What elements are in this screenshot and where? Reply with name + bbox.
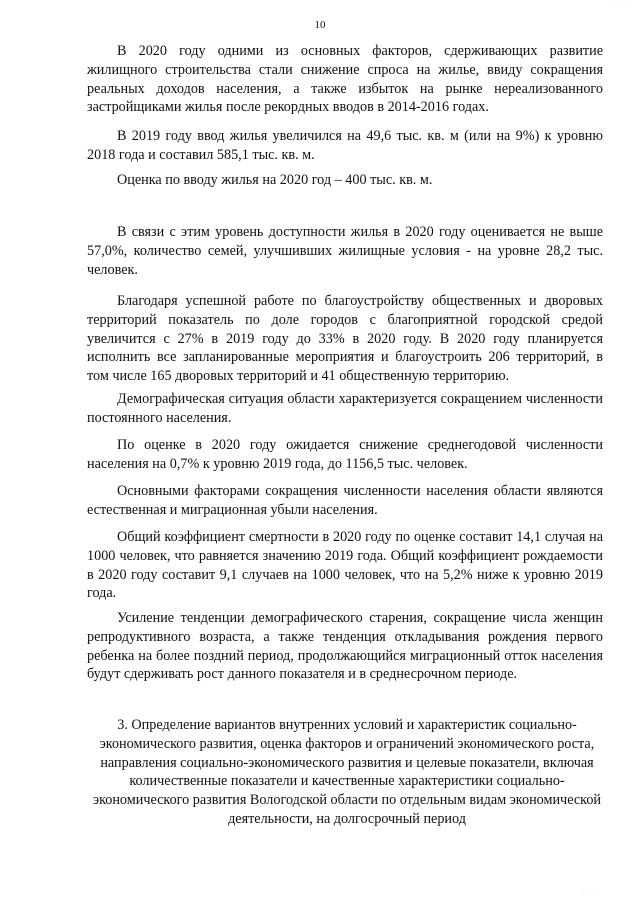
paragraph-demographic-aging: Усиление тенденции демографического старения, сокращение числа женщин репродуктивного возраста, а также тенденция откладывания рождения первого ребенка на более поздний период, продолжающийся миграционный отток населения будут сдерживать рост данного показателя и в среднесрочном периоде. — [87, 610, 603, 683]
paragraph-mortality-birthrate: Общий коэффициент смертности в 2020 году по оценке составит 14,1 случая на 1000 человек, что равняется значению 2019 года. Общий коэффициент рождаемости в 2020 году составит 9,1 случаев на 1000 человек, что на 5,2% ниже к уровню 2019 года. — [87, 529, 603, 602]
paragraph-housing-factors: В 2020 году одними из основных факторов, сдерживающих развитие жилищного строительства стали снижение спроса на жилье, ввиду сокращения реальных доходов населения, а также избыток на рынке нереализованного застройщиками жилья после рекордных вводов в 2014-2016 годах. — [87, 43, 603, 116]
scan-mark-bottom: · · · · — [582, 892, 600, 897]
paragraph-population-factors: Основными факторами сокращения численности населения области являются естественная и миграционная убыли населения. — [87, 483, 603, 518]
paragraph-housing-estimate: Оценка по вводу жилья на 2020 год – 400 тыс. кв. м. — [117, 172, 433, 188]
paragraph-population-estimate: По оценке в 2020 году ожидается снижение среднегодовой численности населения на 0,7% к уровню 2019 года, до 1156,5 тыс. человек. — [87, 437, 603, 472]
paragraph-housing-affordability: В связи с этим уровень доступности жилья в 2020 году оценивается не выше 57,0%, количество семей, улучшивших жилищные условия - на уровне 28,2 тыс. человек. — [87, 224, 603, 278]
paragraph-urban-environment: Благодаря успешной работе по благоустройству общественных и дворовых территорий показатель по доле городов с благоприятной городской средой увеличится с 27% в 2019 году до 33% в 2020 году. В 2020 году планируется исполнить все запланированные мероприятия и благоустроить 206 территорий, в том числе 165 дворовых территорий и 41 общественную территорию. — [87, 293, 603, 385]
page-number: 10 — [314, 19, 326, 31]
section-heading: 3. Определение вариантов внутренних условий и характеристик социально-экономического развития, оценка факторов и ограничений экономического роста, направления социально-экономического развития и целевые показатели, включая количественные показатели и качественные характеристики социально-экономического развития Вологодской области по отдельным видам экономической деятельности, на долгосрочный период — [92, 717, 602, 827]
paragraph-housing-2019: В 2019 году ввод жилья увеличился на 49,6 тыс. кв. м (или на 9%) к уровню 2018 года и составил 585,1 тыс. кв. м. — [87, 128, 603, 163]
scan-mark-top: · · · · — [610, 2, 628, 7]
paragraph-demographics: Демографическая ситуация области характеризуется сокращением численности постоянного населения. — [87, 391, 603, 426]
